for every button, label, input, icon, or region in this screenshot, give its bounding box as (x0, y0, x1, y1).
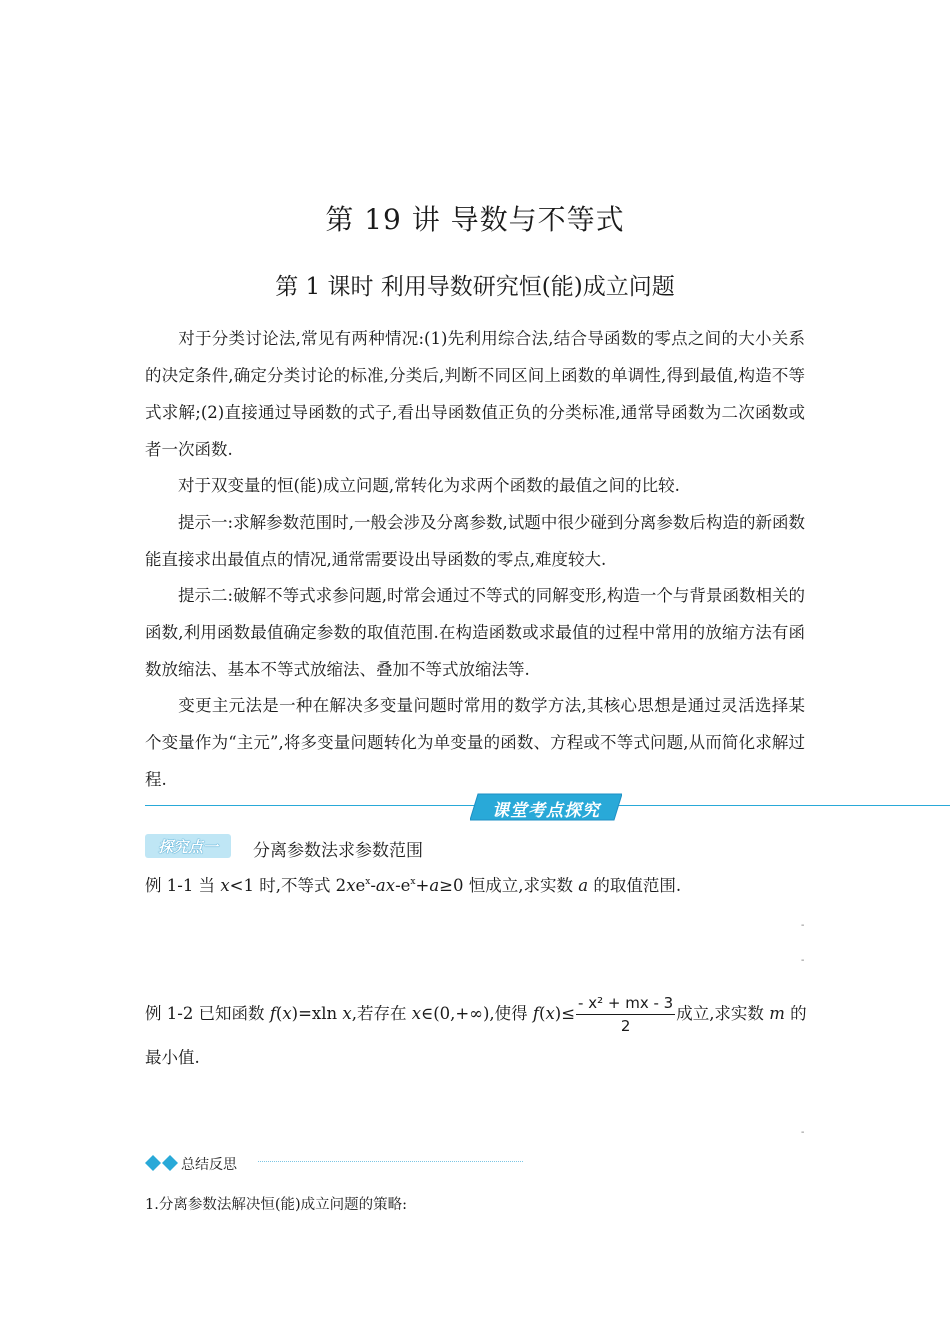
fraction: $\frac{\text{- x² + mx - 3}}{2}$ (578, 994, 674, 1035)
summary-heading: 总结反思 (181, 1157, 237, 1173)
intro-paragraph-1: 对于分类讨论法,常见有两种情况:(1)先利用综合法,结合导函数的零点之间的大小关系的决定条件,确定分类讨论的标准,分类后,判断不同区间上函数的单调性,得到最值,构造不等式求解;(2)直接通过导函数的式子,看出导函数值正负的分类标准,通常导函数为二次函数或者一次函数. (145, 329, 805, 459)
explore-point-badge (145, 834, 231, 858)
badge-label: 探究点一 (157, 838, 218, 856)
example-1-1: 例 1-1 当 x<1 时,不等式 $2xe^x-ax-e^x+a\ge 0$ 恒成立,求实数 a 的取值范围. (145, 876, 682, 895)
lecture-title: 第 19 讲 导数与不等式 (325, 203, 625, 236)
answer-space-mark: - (801, 1127, 805, 1138)
example-1-2-continuation: 最小值. (145, 1048, 200, 1067)
banner-label: 课堂考点探究 (492, 801, 600, 821)
explore-point-topic: 分离参数法求参数范围 (253, 841, 423, 861)
intro-paragraph-2: 对于双变量的恒(能)成立问题,常转化为求两个函数的最值之间的比较. (178, 476, 680, 495)
intro-paragraph-5: 变更主元法是一种在解决多变量问题时常用的数学方法,其核心思想是通过灵活选择某个变量作为“主元”,将多变量问题转化为单变量的函数、方程或不等式问题,从而简化求解过程. (145, 696, 805, 789)
section-banner (470, 793, 622, 821)
intro-paragraph-4: 提示二:破解不等式求参问题,时常会通过不等式的同解变形,构造一个与背景函数相关的函数,利用函数最值确定参数的取值范围.在构造函数或求最值的过程中常用的放缩方法有函数放缩法、基本不等式放缩法、叠加不等式放缩法等. (145, 586, 805, 679)
summary-item-1: 1.分离参数法解决恒(能)成立问题的策略: (145, 1197, 408, 1213)
example-1-2: 例 1-2 已知函数 f(x)=xln x,若存在 x∈(0,+∞),使得 f(x)≤ $\frac{\text{- x² + mx - 3}}{2}$ 成立,求实数 m 的 (145, 994, 807, 1035)
answer-space-mark: - (801, 920, 805, 931)
diamond-icon (145, 1155, 179, 1171)
intro-paragraph-3: 提示一:求解参数范围时,一般会涉及分离参数,试题中很少碰到分离参数后构造的新函数能直接求出最值点的情况,通常需要设出导函数的零点,难度较大. (145, 513, 805, 569)
lesson-subtitle: 第 1 课时 利用导数研究恒(能)成立问题 (275, 274, 675, 300)
summary-dotted-rule (258, 1161, 523, 1162)
answer-space-mark: - (801, 955, 805, 966)
